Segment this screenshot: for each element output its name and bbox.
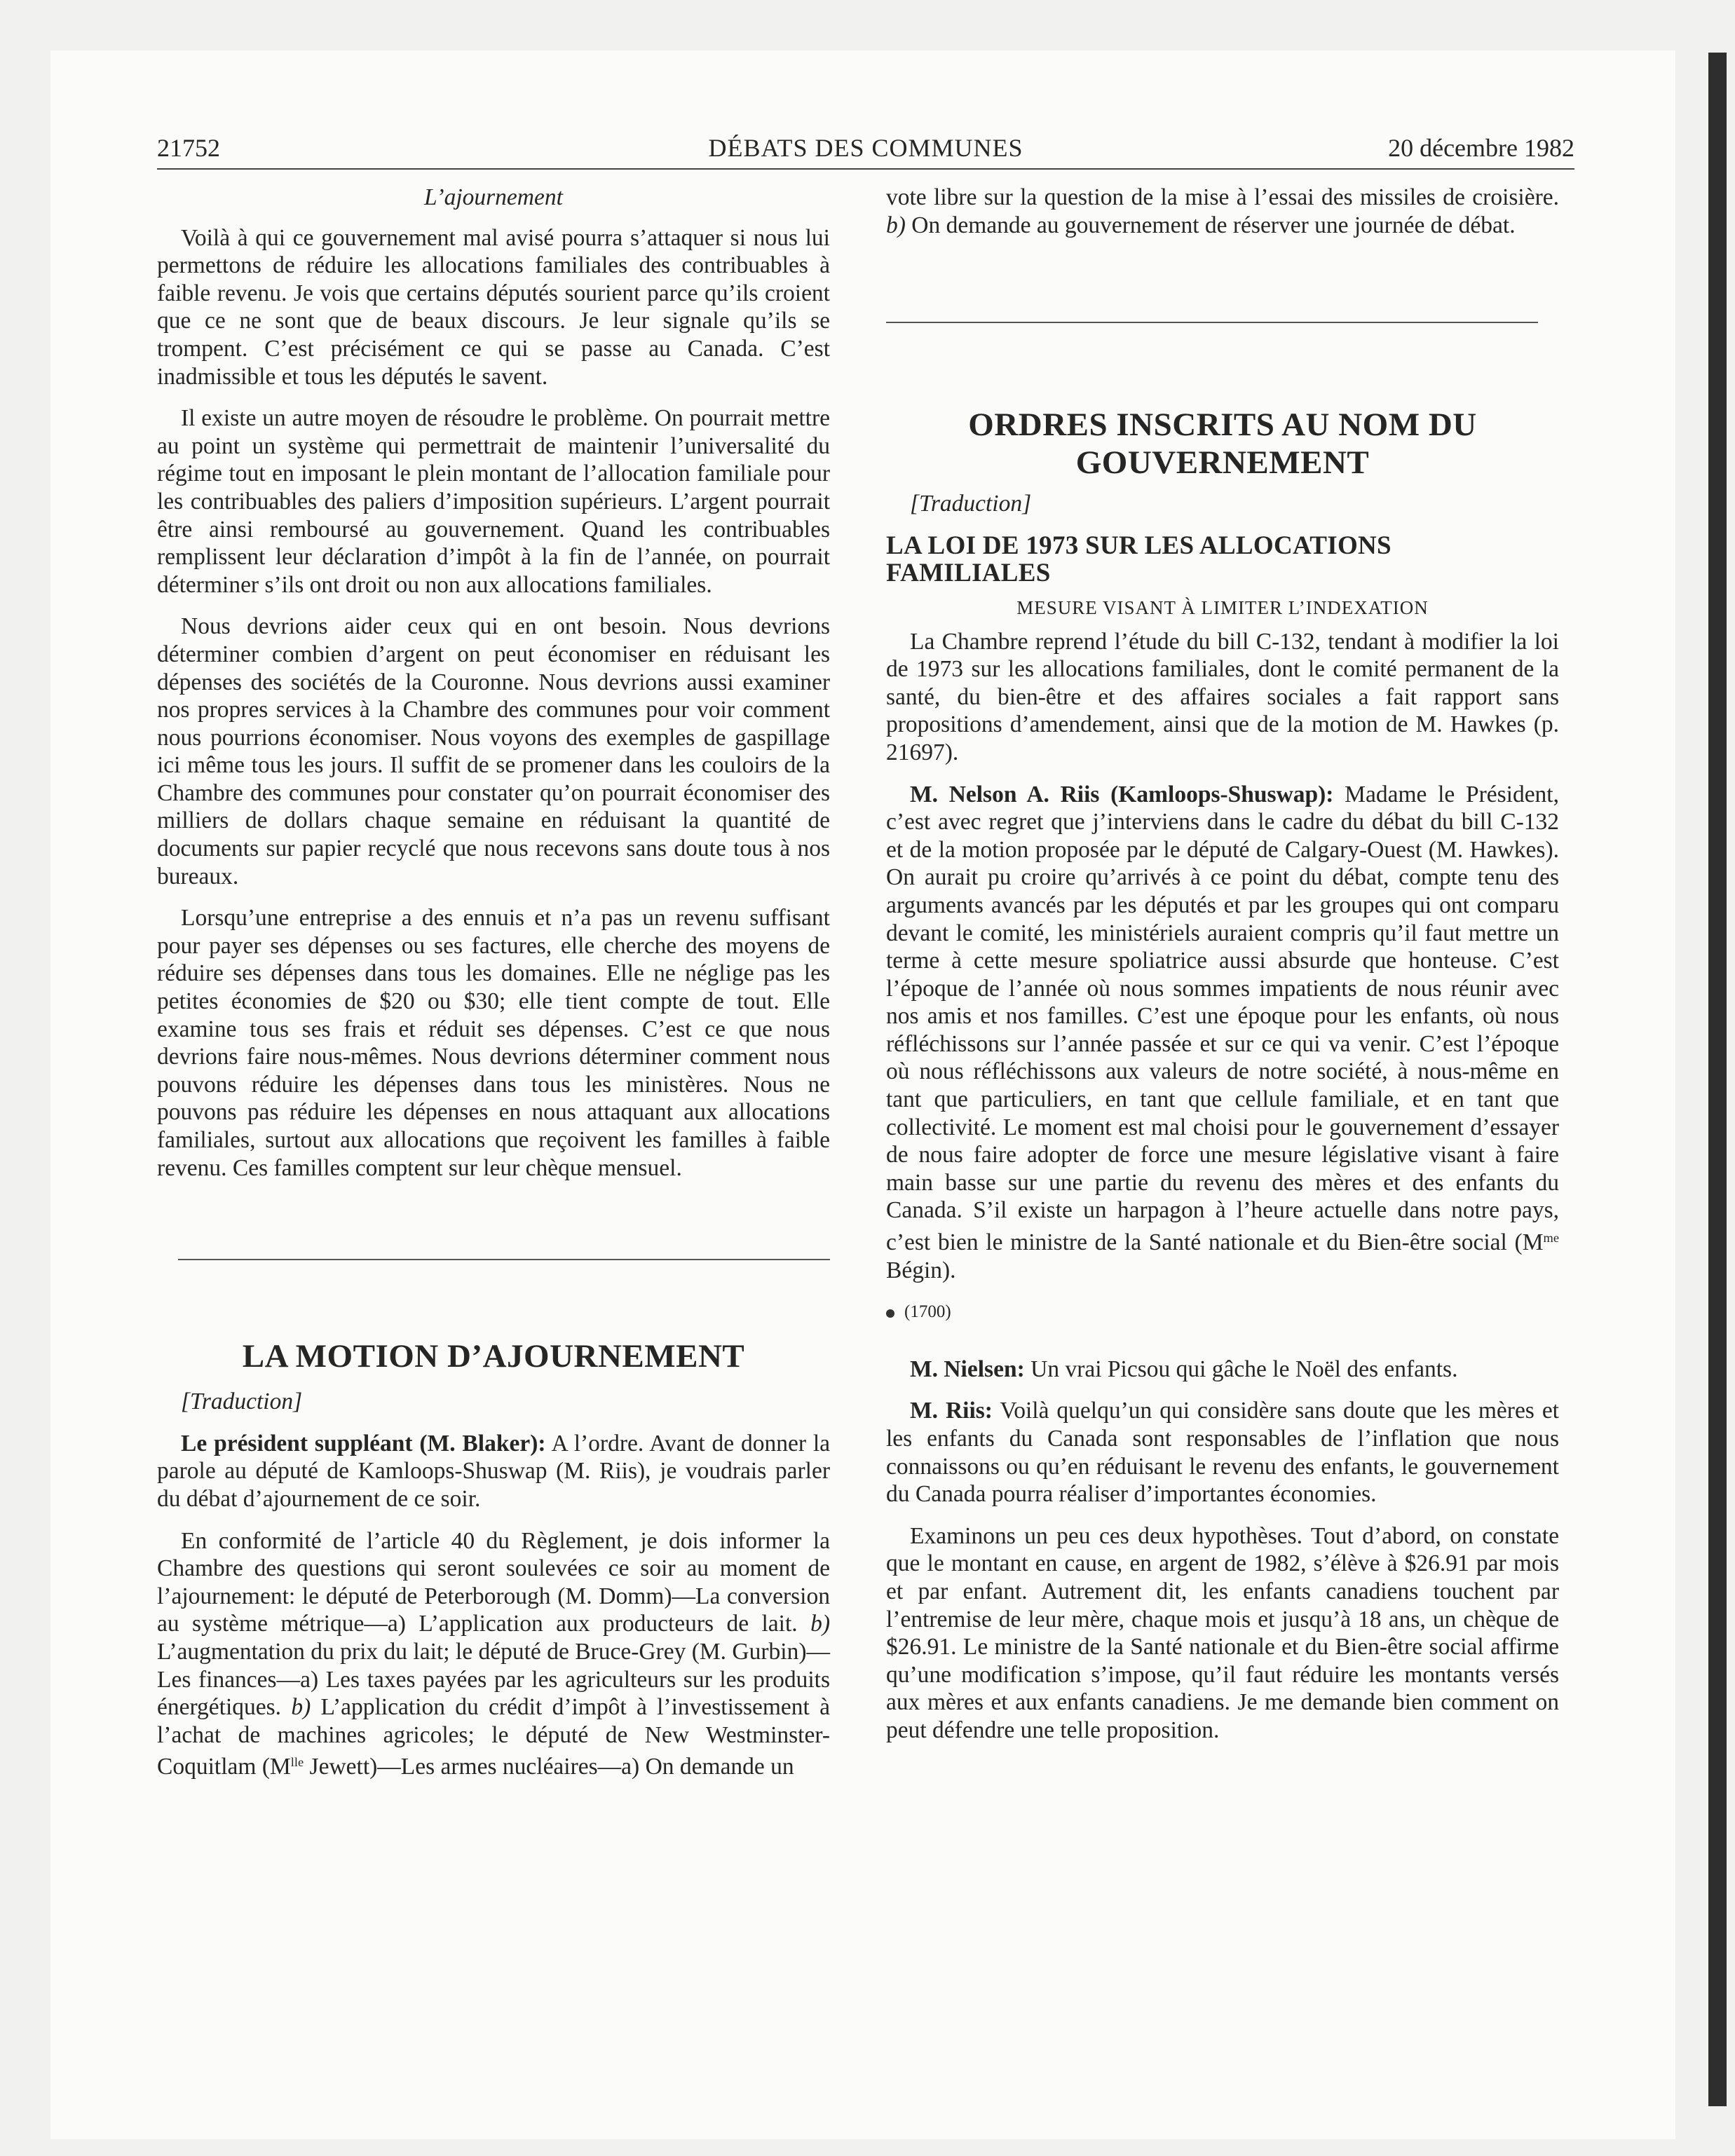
section-divider xyxy=(886,322,1538,323)
section-divider xyxy=(178,1259,830,1260)
speech-text: L’application du crédit d’impôt à l’investissement à l’achat de machines agricoles; le député de New Westminster-Coquitlam (M xyxy=(157,1694,831,1780)
item-label: b) xyxy=(886,212,906,238)
publication-title: DÉBATS DES COMMUNES xyxy=(708,134,1023,162)
paragraph xyxy=(886,781,1559,1285)
translation-note: [Traduction] xyxy=(181,1389,303,1415)
page-header xyxy=(157,133,1574,168)
section-title: LA MOTION D’AJOURNEMENT xyxy=(242,1338,745,1375)
paragraph xyxy=(886,1397,1559,1508)
paragraph xyxy=(157,1527,830,1781)
speech-text: Jewett)—Les armes nucléaires—a) On demande un xyxy=(304,1754,794,1780)
running-head: L’ajournement xyxy=(424,184,563,210)
speech-text: vote libre sur la question de la mise à l’essai des missiles de croisière. xyxy=(886,184,1559,210)
section-title: ORDRES INSCRITS AU NOM DU GOUVERNEMENT xyxy=(968,407,1477,482)
item-label: b) xyxy=(291,1694,311,1721)
left-column xyxy=(157,184,830,1795)
time-marker-text: (1700) xyxy=(904,1302,951,1322)
scan-edge xyxy=(1708,53,1727,2106)
speech-text: A l’ordre. Avant de donner la parole au député de Kamloops-Shuswap (M. Riis), je voudrais parler du débat d’ajournement de ce soir. xyxy=(157,1430,831,1512)
paragraph: Examinons un peu ces deux hypothèses. Tout d’abord, on constate que le montant en cause, en argent de 1982, s’élève à $26.91 par mois et par enfant. Autrement dit, les enfants canadiens touchent par l’entremise de leur mère, chaque mois et jusqu’à 18 ans, un chèque de $26.91. Le ministre de la Santé nationale et du Bien-être social affirme qu’une modification s’impose, qu’il faut réduire les montants versés aux mères et aux enfants canadiens. Je me demande bien comment on peut défendre une telle proposition. xyxy=(886,1522,1559,1743)
paragraph xyxy=(886,1356,1559,1384)
page-number: 21752 xyxy=(157,134,220,162)
paragraph: Nous devrions aider ceux qui en ont besoin. Nous devrions déterminer combien d’argent on peut économiser en réduisant les dépenses des sociétés de la Couronne. Nous devrions aussi examiner nos propres services à la Chambre des communes pour voir comment nous pourrions économiser. Nous voyons des exemples de gaspillage ici même tous les jours. Il suffit de se promener dans les couloirs de la Chambre des communes pour constater qu’on pourrait économiser des milliers de dollars chaque semaine en réduisant la quantité de documents sur papier recyclé que nous recevons sans doute tous à nos bureaux. xyxy=(157,613,830,889)
speech-text: On demande au gouvernement de réserver une journée de débat. xyxy=(905,212,1516,238)
translation-note: [Traduction] xyxy=(910,491,1032,517)
title-superscript: me xyxy=(1543,1231,1559,1246)
header-rule xyxy=(157,168,1574,170)
paragraph: Voilà à qui ce gouvernement mal avisé pourra s’attaquer si nous lui permettons de réduire les allocations familiales des contribuables à faible revenu. Je vois que certains députés sourient parce qu’ils croient que ce ne sont que de beaux discours. Je leur signale qu’ils se trompent. C’est précisément ce qui se passe au Canada. C’est inadmissible et tous les députés le savent. xyxy=(157,224,830,390)
speech-text: Voilà quelqu’un qui considère sans doute que les mères et les enfants du Canada sont responsables de l’inflation que nous connaissons ou qu’en réduisant le revenu des enfants, le gouvernement du Canada pourra réaliser d’importantes économies. xyxy=(886,1398,1559,1508)
bullet-icon xyxy=(886,1309,894,1318)
title-superscript: lle xyxy=(290,1755,304,1770)
paragraph xyxy=(886,184,1559,239)
paragraph: Il existe un autre moyen de résoudre le problème. On pourrait mettre au point un système qui permettrait de maintenir l’universalité du régime tout en imposant le plein montant de l’allocation familiale pour les contribuables des paliers d’imposition supérieurs. L’argent pourrait être ainsi remboursé au gouvernement. Quand les contribuables remplissent leur déclaration d’impôt à la fin de l’année, on pourrait déterminer s’ils ont droit ou non aux allocations familiales. xyxy=(157,405,830,598)
speaker-name: M. Riis: xyxy=(910,1398,993,1424)
right-column xyxy=(886,184,1559,1759)
speech-text: En conformité de l’article 40 du Règlement, je dois informer la Chambre des questions qui seront soulevées ce soir au moment de l’ajournement: le député de Peterborough (M. Domm)—La conversion au système métrique—a) L’application aux producteurs de lait. xyxy=(157,1527,830,1637)
time-marker xyxy=(886,1298,1559,1326)
item-label: b) xyxy=(810,1611,830,1637)
paragraph: Lorsqu’une entreprise a des ennuis et n’a pas un revenu suffisant pour payer ses dépenses ou ses factures, elle cherche des moyens de réduire ses dépenses dans tous les domaines. Elle ne néglige pas les petites économies de $20 ou $30; elle tient compte de tout. Elle examine tous ses frais et réduit ses dépenses. C’est ce que nous devrions faire nous-mêmes. Nous devrions déterminer comment nous pouvons réduire les dépenses dans tous les ministères. Nous ne pouvons pas réduire les dépenses en nous attaquant aux allocations familiales, surtout aux allocations que reçoivent les familles à faible revenu. Ces familles comptent sur leur chèque mensuel. xyxy=(157,905,830,1181)
speaker-name: M. Nielsen: xyxy=(910,1356,1025,1382)
speech-text: Madame le Président, c’est avec regret que j’interviens dans le cadre du débat du bill C-132 et de la motion proposée par le député de Calgary-Ouest (M. Hawkes). On aurait pu croire qu’arrivés à ce point du débat, compte tenu des arguments avancés par les députés et par les groupes qui ont comparu devant le comité, les ministériels auraient compris qu’il faut mettre un terme à cette mesure spoliatrice aussi absurde que honteuse. C’est l’époque de l’année où nous sommes impatients de nous réunir avec nos amis et nos familles. C’est une époque pour les enfants, où nous réfléchissons sur l’année passée et sur ce qui va venir. C’est l’époque où nous réfléchissons aux valeurs de notre société, à nous-même en tant que particuliers, en tant que cellule familiale, et en tant que collectivité. Le moment est mal choisi pour le gouvernement d’essayer de nous faire adopter de force une mesure législative visant à faire main basse sur une partie du revenu des mères et des enfants du Canada. S’il existe un harpagon à l’heure actuelle dans notre pays, c’est bien le ministre de la Santé nationale et du Bien-être social (M xyxy=(886,781,1559,1256)
speech-text: Bégin). xyxy=(886,1257,956,1283)
speaker-name: M. Nelson A. Riis (Kamloops-Shuswap): xyxy=(910,781,1334,807)
bill-title: LA LOI DE 1973 SUR LES ALLOCATIONS FAMILIALES xyxy=(886,531,1392,588)
issue-date: 20 décembre 1982 xyxy=(1388,134,1574,162)
speech-text: L’augmentation du prix du lait; le député de Bruce-Grey (M. Gurbin)—Les finances—a) Les taxes payées par les agriculteurs sur les produits énergétiques. xyxy=(157,1638,830,1721)
bill-subtitle: MESURE VISANT À LIMITER L’INDEXATION xyxy=(1016,596,1429,618)
paragraph xyxy=(157,1430,830,1513)
speaker-name: Le président suppléant (M. Blaker): xyxy=(181,1430,546,1456)
paragraph: La Chambre reprend l’étude du bill C-132, tendant à modifier la loi de 1973 sur les allocations familiales, dont le comité permanent de la santé, du bien-être et des affaires sociales a fait rapport sans propositions d’amendement, ainsi que de la motion de M. Hawkes (p. 21697). xyxy=(886,628,1559,765)
speech-text: Un vrai Picsou qui gâche le Noël des enfants. xyxy=(1024,1356,1458,1382)
